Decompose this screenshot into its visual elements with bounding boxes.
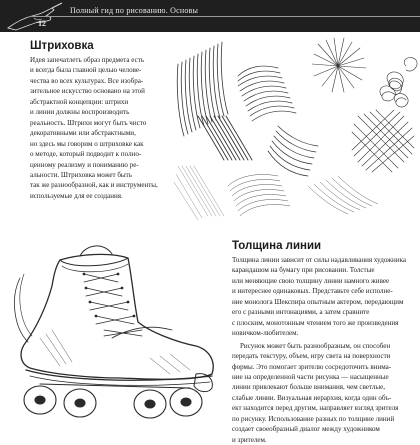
sole (26, 370, 212, 380)
text-line: по рисунку. Использование разных по толщине линий (232, 414, 395, 423)
text-line: декоративными или абстрактными, (30, 129, 136, 138)
shading-block-group (174, 166, 224, 220)
cross-hatching-group (352, 110, 414, 172)
text-line: ценному реализму и пониманию ре- (30, 160, 139, 169)
page-header (0, 0, 420, 32)
text-line: и зрителем. (232, 435, 267, 444)
laces (84, 274, 172, 338)
text-line: слабые линии. Визуальная иерархия, когда один объ- (232, 393, 392, 402)
text-line: так же разнообразной, как и инструменты, (30, 181, 158, 190)
text-line: линии привлекают больше внимания, чем светлые, (232, 383, 386, 392)
roller-skate-sketch-illustration (0, 238, 226, 420)
text-line: и интереснее одинаковых. Представьте себе исполне- (232, 287, 393, 296)
text-line: с плоским, монотонным чтением того же произведения (232, 318, 399, 327)
text-line: Толщина линии зависит от силы надавливания художника (232, 256, 407, 264)
text-line: создает своеобразный диалог между художником (232, 425, 380, 434)
text-line: новичком-любителем. (232, 329, 299, 338)
text-line: альности. Штриховка может быть (30, 170, 132, 179)
text-line: и линии должны воспроизводить (30, 108, 130, 117)
text-line: и всегда была главной целью челове- (30, 66, 142, 75)
hatching-body-text (30, 55, 163, 201)
drawing-hand-icon (6, 2, 66, 32)
text-line: ние на определенной части рисунка — насыщенные (232, 372, 389, 381)
text-line: используемые для ее создания. (30, 191, 123, 200)
text-line: или меняющие свою толщину линии намного живее (232, 276, 390, 285)
text-line: но здесь мы говорим о штриховке как (30, 139, 144, 148)
wheels (24, 386, 202, 418)
text-line: зительное искусство основано на этой (30, 87, 145, 96)
dense-hatching-group (198, 116, 252, 160)
text-line: ние монолога Шекспира опытным актером, передающим (232, 297, 404, 306)
text-line: формы. Это помогает зрителю сосредоточить внима- (232, 362, 392, 371)
text-line: его с разными интонациями, а затем сравните (232, 308, 370, 317)
text-line: Рисунок может быть разнообразным, он способен (240, 341, 391, 350)
text-line: о методе, который подводит к полно- (30, 150, 142, 159)
loose-stroke-group (308, 176, 378, 214)
text-line: Идея запечатлеть образ предмета есть (30, 56, 145, 64)
radial-burst-group (312, 38, 366, 92)
line-weight-body-text (232, 255, 407, 445)
text-line: передать текстуру, объем, игру света на поверхности (232, 352, 391, 361)
text-line: чества во всех культурах. Все изобра- (30, 76, 144, 85)
curved-hatching-group (238, 66, 296, 121)
header-divider (30, 16, 420, 17)
text-line: карандашом на бумагу при рисовании. Толстые (232, 266, 375, 275)
running-title: Полный гид по рисованию. Основы (70, 6, 199, 15)
section-title-line-weight: Толщина линии (232, 240, 322, 252)
text-line: ект находится перед другим, направляет взгляд зрителя (232, 404, 399, 413)
hatching-samples-illustration (168, 36, 420, 242)
fan-hatching-group (268, 126, 318, 176)
vertical-stroke-group (177, 42, 228, 136)
section-title-hatching: Штриховка (30, 40, 94, 52)
tonal-stroke-group (228, 174, 290, 216)
scribble-group (380, 58, 417, 108)
page-number: 12 (38, 19, 46, 28)
text-line: абстрактной концепции: штрихи (30, 97, 129, 106)
text-line: реальность. Штрихи могут быть чисто (30, 118, 147, 127)
